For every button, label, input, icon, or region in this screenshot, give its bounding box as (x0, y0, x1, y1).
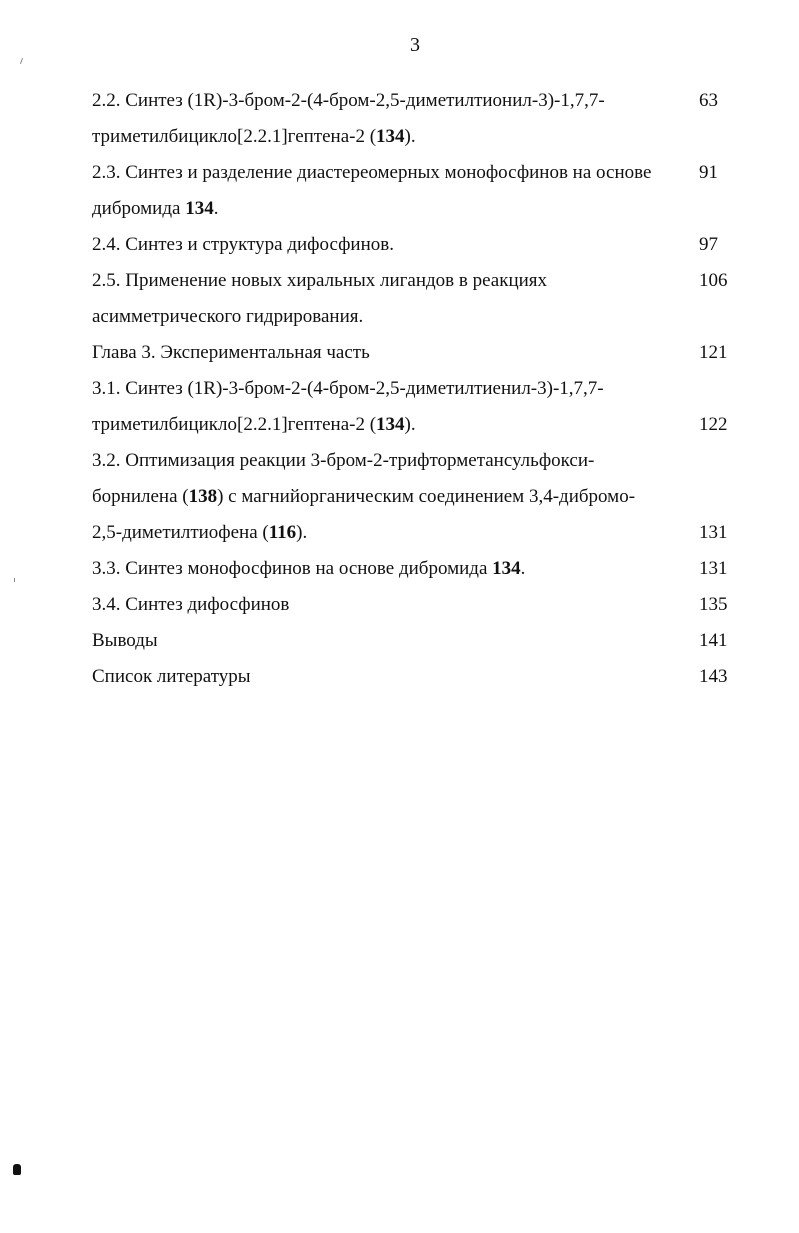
toc-line (92, 122, 742, 158)
scan-speck (20, 58, 23, 64)
toc-line (92, 266, 742, 302)
toc-bold-ref: 134 (376, 126, 405, 147)
toc-line (92, 158, 742, 194)
toc-page-number: 131 (699, 558, 728, 579)
table-of-contents (92, 86, 742, 698)
toc-text: триметилбицикло[2.2.1]гептена-2 ( (92, 414, 377, 435)
toc-text: 3.1. Синтез (1R)-3-бром-2-(4-бром-2,5-диметилтиенил-3)-1,7,7- (92, 378, 604, 399)
toc-bold-ref: 138 (188, 486, 218, 507)
toc-bold-ref: 134 (376, 414, 405, 435)
toc-text: 2.2. Синтез (1R)-3-бром-2-(4-бром-2,5-диметилтионил-3)-1,7,7- (92, 90, 605, 111)
toc-line (92, 590, 742, 626)
toc-page-number: 141 (699, 630, 728, 651)
toc-text: 3.4. Синтез дифосфинов (92, 594, 290, 615)
toc-bold-ref: 116 (268, 522, 297, 543)
toc-line (92, 302, 742, 338)
toc-text: 2.3. Синтез и разделение диастереомерных монофосфинов на основе (92, 162, 652, 183)
toc-bold-ref: 134 (185, 198, 214, 219)
toc-line (92, 338, 742, 374)
toc-text: ). (296, 522, 308, 543)
toc-page-number: 122 (699, 414, 728, 435)
scan-speck (14, 578, 15, 582)
toc-text: Выводы (92, 630, 158, 651)
toc-text: . (520, 558, 526, 579)
toc-line (92, 86, 742, 122)
toc-line (92, 518, 742, 554)
toc-page-number: 135 (699, 594, 728, 615)
toc-page-number: 91 (699, 162, 718, 183)
toc-text: ). (404, 126, 416, 147)
toc-page-number: 131 (699, 522, 728, 543)
toc-text: ) с магнийорганическим соединением 3,4-дибромо- (217, 486, 636, 507)
toc-line (92, 230, 742, 266)
toc-line (92, 626, 742, 662)
toc-line (92, 194, 742, 230)
scan-speck (13, 1164, 21, 1175)
toc-line (92, 446, 742, 482)
toc-text: дибромида (92, 198, 186, 219)
toc-text: борнилена ( (92, 486, 189, 507)
toc-text: 2,5-диметилтиофена ( (92, 522, 269, 543)
toc-text: асимметрического гидрирования. (92, 306, 364, 327)
toc-line (92, 482, 742, 518)
toc-text: 3.2. Оптимизация реакции 3-бром-2-трифторметансульфокси- (92, 450, 595, 471)
toc-text: . (213, 198, 219, 219)
toc-text: Список литературы (92, 666, 251, 687)
toc-line (92, 410, 742, 446)
toc-text: Глава 3. Экспериментальная часть (92, 342, 370, 363)
toc-page-number: 97 (699, 234, 718, 255)
toc-text: 3.3. Синтез монофосфинов на основе дибромида (92, 558, 493, 579)
toc-page-number: 143 (699, 666, 728, 687)
toc-text: ). (404, 414, 416, 435)
page-number: 3 (410, 34, 420, 56)
toc-page-number: 106 (699, 270, 728, 291)
toc-text: 2.5. Применение новых хиральных лигандов в реакциях (92, 270, 548, 291)
toc-page-number: 121 (699, 342, 728, 363)
toc-text: 2.4. Синтез и структура дифосфинов. (92, 234, 394, 255)
toc-line (92, 662, 742, 698)
toc-line (92, 554, 742, 590)
toc-text: триметилбицикло[2.2.1]гептена-2 ( (92, 126, 377, 147)
toc-bold-ref: 134 (492, 558, 521, 579)
toc-line (92, 374, 742, 410)
toc-page-number: 63 (699, 90, 718, 111)
